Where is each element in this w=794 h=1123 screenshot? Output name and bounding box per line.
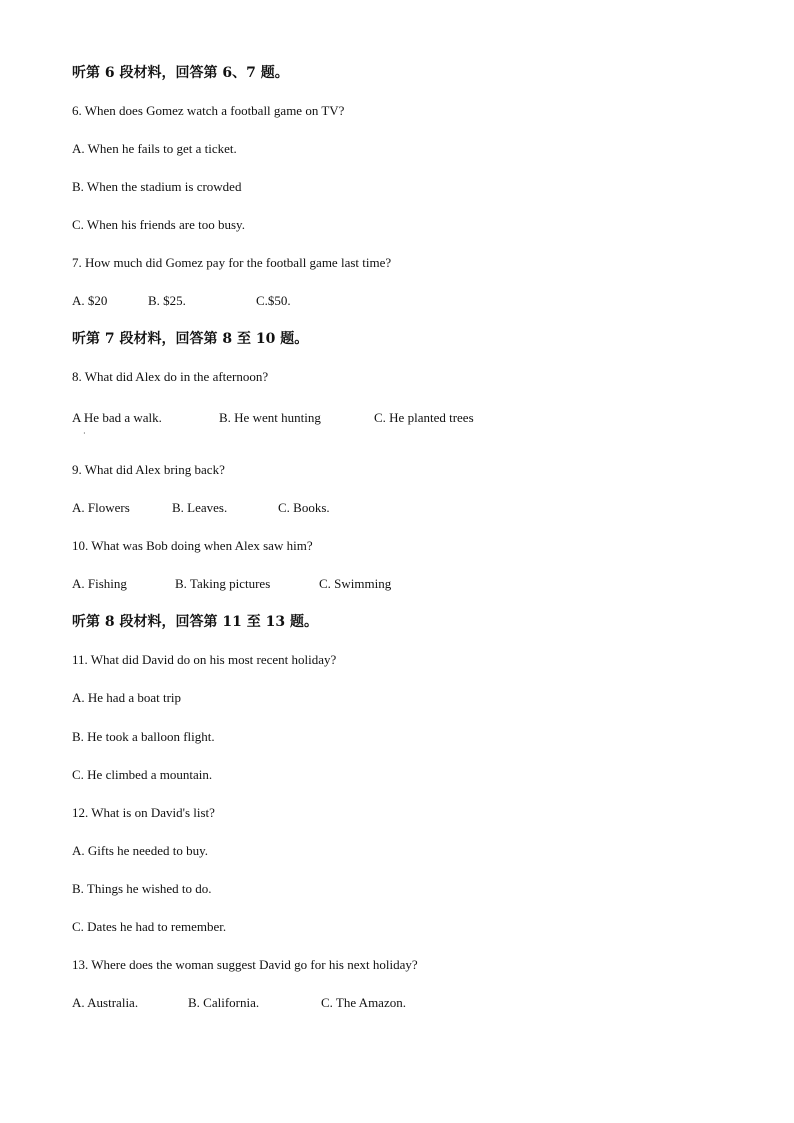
question-13-option-a: A. Australia.	[72, 995, 139, 1010]
stray-mark: ·	[83, 429, 86, 438]
question-12-option-a: A. Gifts he needed to buy.	[72, 843, 208, 858]
question-7-option-c: C.$50.	[256, 293, 291, 308]
question-13: 13. Where does the woman suggest David go for his next holiday?	[72, 957, 418, 972]
section-heading-8: 听第 8 段材料，回答第 11 至 13 题。	[72, 614, 318, 630]
question-10-option-b: B. Taking pictures	[175, 576, 271, 591]
question-6-option-c: C. When his friends are too busy.	[72, 217, 245, 232]
section-heading-6: 听第 6 段材料，回答第 6、7 题。	[72, 65, 289, 81]
question-10-option-a: A. Fishing	[72, 576, 127, 591]
question-11: 11. What did David do on his most recent holiday?	[72, 652, 337, 667]
question-9-option-c: C. Books.	[278, 500, 330, 515]
question-8-option-a: A He bad a walk.	[72, 410, 162, 425]
question-9-option-b: B. Leaves.	[172, 500, 228, 515]
question-8-option-c: C. He planted trees	[374, 410, 474, 425]
question-6-option-b: B. When the stadium is crowded	[72, 179, 242, 194]
question-7: 7. How much did Gomez pay for the football game last time?	[72, 255, 392, 270]
question-12: 12. What is on David's list?	[72, 805, 215, 820]
question-9-option-a: A. Flowers	[72, 500, 130, 515]
question-10: 10. What was Bob doing when Alex saw him?	[72, 538, 313, 553]
question-9: 9. What did Alex bring back?	[72, 462, 225, 477]
question-10-option-c: C. Swimming	[319, 576, 392, 591]
question-11-option-c: C. He climbed a mountain.	[72, 767, 213, 782]
question-8-option-b: B. He went hunting	[219, 410, 321, 425]
question-6: 6. When does Gomez watch a football game on TV?	[72, 103, 345, 118]
section-heading-7: 听第 7 段材料，回答第 8 至 10 题。	[72, 331, 309, 347]
question-8: 8. What did Alex do in the afternoon?	[72, 369, 269, 384]
question-11-option-b: B. He took a balloon flight.	[72, 729, 215, 744]
question-12-option-b: B. Things he wished to do.	[72, 881, 212, 896]
question-7-option-b: B. $25.	[148, 293, 186, 308]
question-6-option-a: A. When he fails to get a ticket.	[72, 141, 237, 156]
question-11-option-a: A. He had a boat trip	[72, 690, 182, 705]
question-13-option-b: B. California.	[188, 995, 260, 1010]
question-12-option-c: C. Dates he had to remember.	[72, 919, 227, 934]
question-7-option-a: A. $20	[72, 293, 108, 308]
question-13-option-c: C. The Amazon.	[321, 995, 406, 1010]
